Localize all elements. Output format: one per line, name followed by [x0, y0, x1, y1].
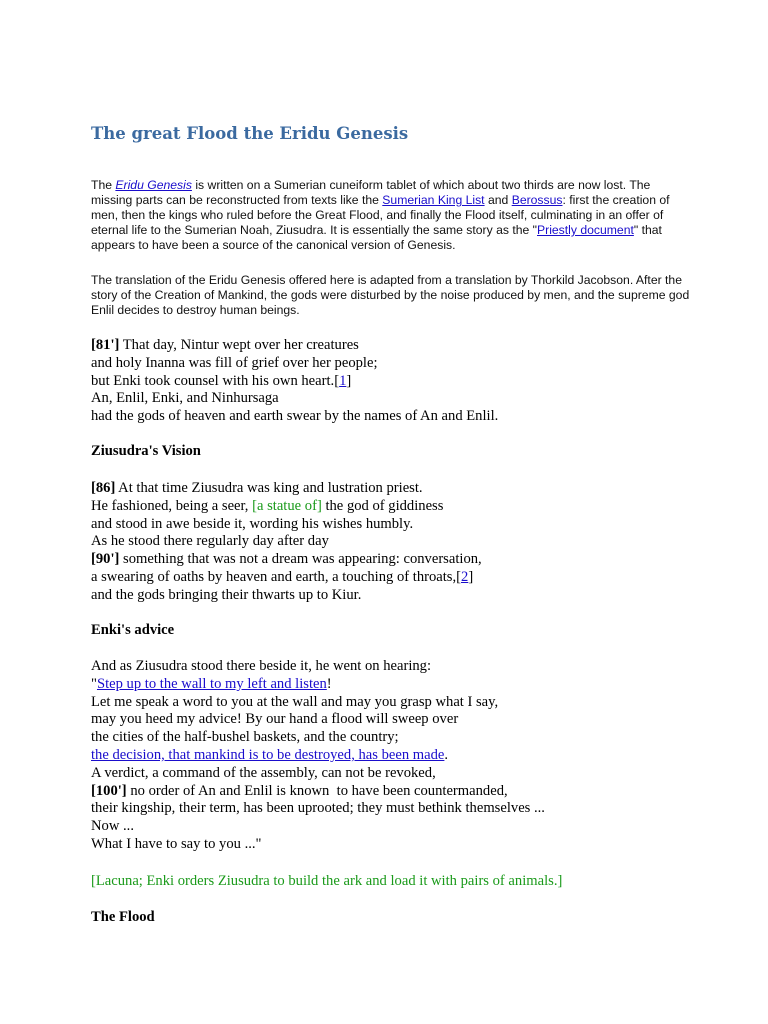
line-number: [81']	[91, 337, 120, 353]
line-number: [86]	[91, 480, 116, 496]
lacuna-note	[91, 873, 731, 891]
verse-block-enki	[91, 658, 731, 854]
verse-line: Now ...	[91, 818, 134, 835]
verse-line: their kingship, their term, has been uprooted; they must bethink themselves ...	[91, 800, 545, 817]
verse-text: !	[326, 675, 332, 692]
verse-text: something that was not a dream was appearing: conversation,	[119, 551, 482, 568]
verse-text: That day, Nintur wept over her creatures	[119, 337, 359, 353]
verse-text: At that time Ziusudra was king and lustration priest.	[115, 480, 423, 496]
verse-text: a swearing of oaths by heaven and earth, a touching of throats,	[91, 568, 457, 585]
verse-line: Let me speak a word to you at the wall and may you grasp what I say,	[91, 693, 499, 710]
section-heading: Enki's advice	[91, 622, 175, 638]
verse-line	[91, 551, 731, 569]
verse-line: had the gods of heaven and earth swear by the names of An and Enlil.	[91, 408, 499, 425]
editorial-note: [Lacuna; Enki orders Ziusudra to build the ark and load it with pairs of animals.]	[91, 873, 563, 889]
verse-text: no order of An and Enlil is known to have been countermanded,	[126, 782, 508, 799]
verse-line	[91, 498, 731, 516]
intro-paragraph	[91, 178, 691, 253]
priestly-document-link[interactable]: Priestly document	[537, 223, 634, 237]
verse-line: A verdict, a command of the assembly, can not be revoked,	[91, 764, 436, 781]
footnote-bracket: [	[456, 568, 462, 585]
intro-text: is written on a Sumerian cuneiform tablet of which about two thirds are now lost. The missing parts can be reconstructed from texts like the	[91, 178, 651, 207]
line-number: [90']	[91, 551, 120, 568]
page-title: The great Flood the Eridu Genesis	[91, 124, 409, 143]
intro-text: " that appears to have been a source of the canonical version of Genesis.	[91, 223, 662, 252]
verse-block-86	[91, 480, 731, 605]
quote-mark: "	[91, 675, 97, 692]
section-heading: Ziusudra's Vision	[91, 443, 201, 459]
verse-line	[91, 747, 731, 765]
verse-line	[91, 783, 731, 801]
verse-block-81	[91, 337, 731, 426]
footnote-bracket: ]	[468, 568, 474, 585]
verse-line: An, Enlil, Enki, and Ninhursaga	[91, 390, 279, 407]
verse-text: He fashioned, being a seer,	[91, 497, 253, 514]
verse-line: and stood in awe beside it, wording his wishes humbly.	[91, 515, 414, 532]
translation-note-paragraph: The translation of the Eridu Genesis offered here is adapted from a translation by Thorkild Jacobson. After the story of the Creation of Mankind, the gods were disturbed by the noise produced by men, and the supreme god Enlil decides to destroy human beings.	[91, 273, 690, 317]
decision-link[interactable]: the decision, that mankind is to be destroyed, has been made	[91, 746, 445, 763]
verse-line: As he stood there regularly day after day	[91, 533, 329, 550]
verse-line	[91, 373, 731, 391]
verse-line	[91, 676, 731, 694]
verse-line: may you heed my advice! By our hand a flood will sweep over	[91, 711, 459, 728]
footnote-bracket: [	[334, 372, 340, 389]
berossus-link[interactable]: Berossus	[511, 193, 563, 207]
verse-line: And as Ziusudra stood there beside it, he went on hearing:	[91, 658, 432, 674]
verse-line: What I have to say to you ..."	[91, 835, 262, 852]
intro-text: and	[484, 193, 512, 207]
verse-line: and holy Inanna was fill of grief over her people;	[91, 354, 378, 371]
section-heading-advice	[91, 622, 731, 640]
intro-text: : first the creation of men, then the kings who ruled before the Great Flood, and finally the Flood itself, culminating in an offer of eternal life to the Sumerian Noah, Ziusudra. It is essentially the same story as the "	[91, 193, 670, 237]
verse-text: .	[444, 746, 449, 763]
verse-line	[91, 480, 731, 498]
verse-line	[91, 337, 731, 355]
wall-quote-link[interactable]: Step up to the wall to my left and listen	[96, 675, 327, 692]
verse-line: and the gods bringing their thwarts up to Kiur.	[91, 586, 362, 603]
eridu-genesis-link[interactable]: Eridu Genesis	[115, 178, 192, 192]
sumerian-king-list-link[interactable]: Sumerian King List	[382, 193, 485, 207]
line-number: [100']	[91, 782, 127, 799]
editorial-insertion: [a statue of]	[252, 497, 322, 514]
verse-text: the god of giddiness	[321, 497, 444, 514]
section-heading: The Flood	[91, 909, 155, 925]
section-heading-flood	[91, 909, 731, 927]
footnote-1-link[interactable]: 1	[339, 372, 347, 389]
footnote-2-link[interactable]: 2	[461, 568, 469, 585]
section-heading-vision	[91, 443, 731, 461]
verse-line	[91, 569, 731, 587]
footnote-bracket: ]	[346, 372, 352, 389]
verse-line: the cities of the half-bushel baskets, and the country;	[91, 729, 399, 746]
verse-text: but Enki took counsel with his own heart.	[91, 372, 335, 389]
intro-text: The	[91, 178, 116, 192]
